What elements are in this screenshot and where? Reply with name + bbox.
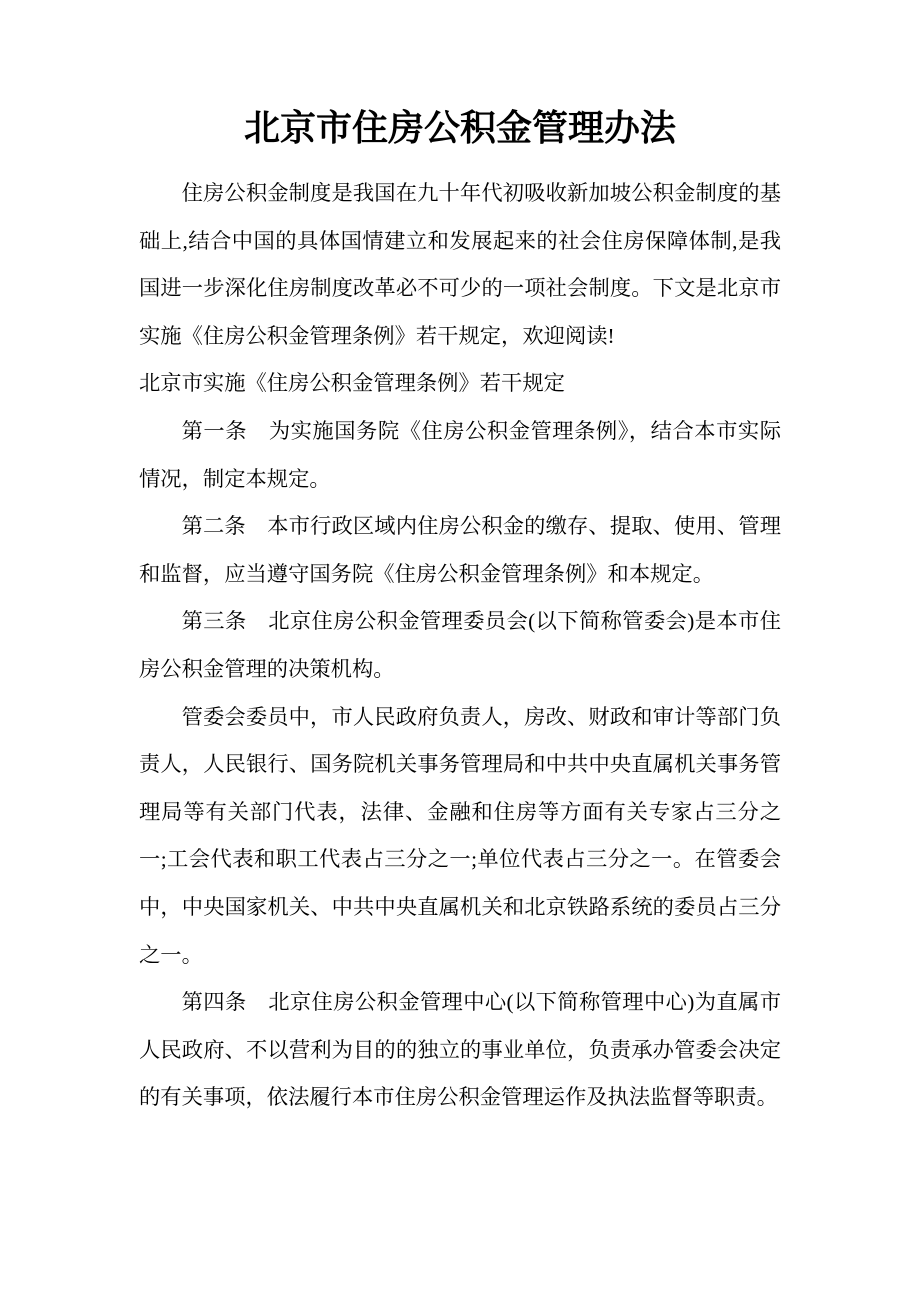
document-body <box>139 170 781 1122</box>
paragraph-article-2: 第二条 本市行政区域内住房公积金的缴存、提取、使用、管理和监督，应当遵守国务院《住房公积金管理条例》和本规定。 <box>139 514 781 586</box>
paragraph-article-1: 第一条 为实施国务院《住房公积金管理条例》，结合本市实际情况，制定本规定。 <box>139 418 781 491</box>
document-title: 北京市住房公积金管理办法 <box>243 108 676 148</box>
paragraph-intro: 住房公积金制度是我国在九十年代初吸收新加坡公积金制度的基础上,结合中国的具体国情建立和发展起来的社会住房保障体制,是我国进一步深化住房制度改革必不可少的一项社会制度。下文是北京市实施《住房公积金管理条例》若干规定，欢迎阅读! <box>139 181 781 348</box>
paragraph-article-4: 第四条 北京住房公积金管理中心(以下简称管理中心)为直属市人民政府、不以营利为目的的独立的事业单位，负责承办管委会决定的有关事项，依法履行本市住房公积金管理运作及执法监督等职责。 <box>139 990 781 1110</box>
paragraph-article-3: 第三条 北京住房公积金管理委员会(以下简称管委会)是本市住房公积金管理的决策机构。 <box>139 609 781 681</box>
paragraph-article-3-members: 管委会委员中，市人民政府负责人，房改、财政和审计等部门负责人，人民银行、国务院机关事务管理局和中共中央直属机关事务管理局等有关部门代表，法律、金融和住房等方面有关专家占三分之一;工会代表和职工代表占三分之一;单位代表占三分之一。在管委会中，中央国家机关、中共中央直属机关和北京铁路系统的委员占三分之一。 <box>139 704 781 967</box>
paragraph-subtitle: 北京市实施《住房公积金管理条例》若干规定 <box>139 371 565 396</box>
